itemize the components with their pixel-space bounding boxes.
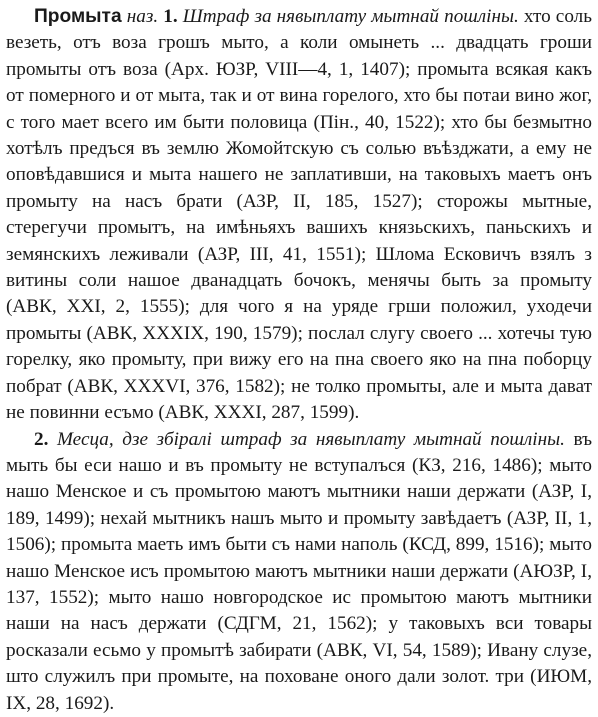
sense-1 <box>6 4 592 427</box>
dictionary-entry <box>6 4 592 717</box>
sense-definition: Штраф за нявыплату мытнай пошліны. <box>182 6 519 27</box>
sense-number: 2. <box>34 428 49 450</box>
sense-citations: въ мыть бы еси нашо и въ промыту не вступалъся (КЗ, 216, 1486); мыто нашо Менское и съ промытою маютъ мытники наши держати (АЗР, I, 189, 1499); нехай мытникъ нашъ мыто и промыту завѣдаетъ (АЗР, II, 1, 1506); промыта маеть имъ быти съ нами наполь (КСД, 899, 1516); мыто нашо Менское исъ промытою маютъ мытники наши держати (АЮЗР, I, 137, 1552); мыто нашо новгородское ис промытою маютъ мытники наши на насъ держати (СДГМ, 21, 1562); у таковыхъ вси товары росказали есьмо у промытѣ забирати (АВК, VI, 54, 1589); Ивану слузе, што служилъ при промыте, на поховане оного дали золот. три (ИЮМ, IX, 28, 1692). <box>6 428 592 714</box>
sense-2 <box>6 427 592 717</box>
grammar-label: наз. <box>126 6 159 27</box>
sense-citations: хто соль везеть, отъ воза грошъ мыто, а коли омынеть ... двадцать грoши промыты отъ воза (Арх. ЮЗР, VIII—4, 1, 1407); промыта всякая какъ от померного и от мыта, так и от вина горелого, хто бы потаи вино жог, с того мает всего им быти половица (Пін., 40, 1522); хто бы безмытно хотѣлъ предъся въ землю Жомойтскую съ солью въѣзджати, а ему не оповѣдавшися и мыта нашего не заплативши, на таковыхъ маетъ онъ промыту на насъ брати (АЗР, II, 185, 1527); сторожы мытные, стерегучи промытъ, на имѣньяхъ вашихъ князьскихъ, паньскихъ и земянскихъ леживали (АЗР, III, 41, 1551); Шлома Есковичъ взялъ з витины соли нашое дванадцать бочокъ, менячы быть за промыту (АВК, XXI, 2, 1555); для чого я на уряде грши положил, уходечи промыты (АВК, XXXIX, 190, 1579); послал слугу своего ... хотечы тую горелку, яко промыту, при вижу его на пна своего яко на пна поборцу побрат (АВК, XXXVI, 376, 1582); не толко промыты, але и мыта дават не повинни есъмо (АВК, XXXI, 287, 1599). <box>6 6 592 424</box>
sense-number: 1. <box>163 6 178 27</box>
sense-definition: Месца, дзе збіралі штраф за нявыплату мытнай пошліны. <box>56 428 565 450</box>
headword: Промыта <box>34 6 122 27</box>
